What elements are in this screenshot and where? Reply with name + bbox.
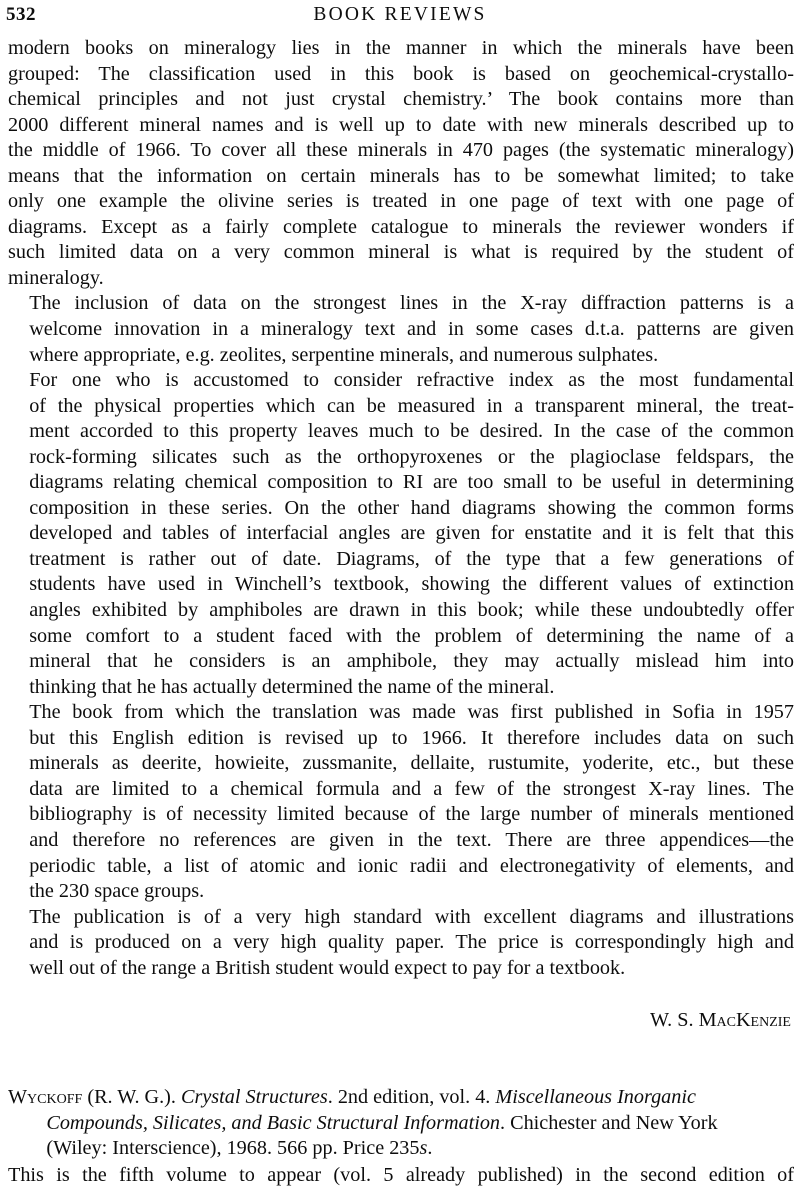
paragraph-3 <box>8 368 794 700</box>
text-line: For one who is accustomed to consider refractive index as the most fundamental <box>29 369 794 392</box>
text-line: The book from which the translation was made was first published in Sofia in 1957 <box>29 701 794 724</box>
reviewer-signature <box>0 1008 791 1034</box>
citation-imprint: (Wiley: Interscience), 1968. 566 pp. Price 235 <box>46 1137 420 1160</box>
paragraph-2 <box>8 291 794 368</box>
text-line: treatment is rather out of date. Diagrams, of the type that a few generations of <box>29 547 794 570</box>
page-folio: 532 <box>6 4 36 25</box>
text-line: modern books on mineralogy lies in the manner in which the minerals have been <box>8 37 794 59</box>
text-line: periodic table, a list of atomic and ionic radii and electronegativity of elements, and <box>29 854 794 877</box>
text-line: thinking that he has actually determined the name of the mineral. <box>29 675 555 698</box>
citation-publisher-city: . Chichester and New York <box>500 1111 718 1134</box>
running-head-title: BOOK REVIEWS <box>313 4 487 25</box>
text-line: but this English edition is revised up to 1966. It therefore includes data on such <box>29 726 794 749</box>
text-line: diagrams relating chemical composition to RI are too small to be useful in determining <box>29 471 794 494</box>
text-line: developed and tables of interfacial angles are given for enstatite and it is felt that this <box>29 522 794 545</box>
paragraph-1 <box>8 36 794 291</box>
citation-price-unit: s <box>419 1137 428 1160</box>
text-line: of the physical properties which can be measured in a transparent mineral, the treat- <box>29 394 794 417</box>
paragraph-5 <box>8 905 794 982</box>
text-line: the 230 space groups. <box>29 880 205 903</box>
text-line: such limited data on a very common mineral is what is required by the student of <box>8 241 794 264</box>
review-text-block <box>8 36 794 981</box>
text-line: where appropriate, e.g. zeolites, serpentine minerals, and numerous sulphates. <box>29 343 659 366</box>
text-line: the middle of 1966. To cover all these minerals in 470 pages (the systematic mineralogy) <box>8 139 794 162</box>
text-line: means that the information on certain minerals has to be somewhat limited; to take <box>8 164 794 187</box>
text-line: The publication is of a very high standard with excellent diagrams and illustrations <box>29 905 794 928</box>
citation-edition: . 2nd edition, vol. 4. <box>327 1086 496 1108</box>
next-review-citation <box>8 1085 794 1162</box>
text-line: only one example the olivine series is treated in one page of text with one page of <box>8 190 794 213</box>
citation-author-surname: Wyckoff <box>8 1086 83 1108</box>
text-line: composition in these series. On the other hand diagrams showing the common forms <box>29 496 794 519</box>
text-line: grouped: The classification used in this book is based on geochemical-crystallo- <box>8 62 794 85</box>
citation-author-initials: (R. W. G.). <box>82 1086 181 1108</box>
paragraph-4 <box>8 700 794 904</box>
running-head <box>0 4 800 30</box>
text-line: minerals as deerite, howieite, zussmanite, dellaite, rustumite, yoderite, etc., but these <box>29 752 794 775</box>
text-line: and therefore no references are given in the text. There are three appendices—the <box>29 828 794 851</box>
text-line: well out of the range a British student would expect to pay for a textbook. <box>29 956 626 979</box>
citation-line-1 <box>8 1085 794 1111</box>
citation-title: Crystal Structures <box>181 1086 328 1108</box>
citation-terminator: . <box>427 1137 433 1160</box>
text-line: 2000 different mineral names and is well up to date with new minerals described up to <box>8 113 794 136</box>
next-review-body <box>8 1163 794 1189</box>
text-line: data are limited to a chemical formula and a few of the strongest X-ray lines. The <box>29 777 794 800</box>
text-line: diagrams. Except as a fairly complete catalogue to minerals the reviewer wonders if <box>8 215 794 238</box>
text-line: mineral that he considers is an amphibole, they may actually mislead him into <box>29 650 794 673</box>
text-line: The inclusion of data on the strongest lines in the X-ray diffraction patterns is a <box>29 292 794 315</box>
text-line: mineralogy. <box>8 266 104 289</box>
citation-subtitle-part2: Compounds, Silicates, and Basic Structural Information <box>46 1111 501 1134</box>
citation-line-2 <box>8 1111 794 1137</box>
text-line: some comfort to a student faced with the problem of determining the name of a <box>29 624 794 647</box>
text-line: This is the fifth volume to appear (vol. 5 already published) in the second edition of <box>8 1164 794 1186</box>
citation-line-3 <box>8 1136 794 1162</box>
text-line: bibliography is of necessity limited because of the large number of minerals mentioned <box>29 803 794 826</box>
reviewer-name: W. S. MacKenzie <box>649 1009 791 1031</box>
text-line: welcome innovation in a mineralogy text and in some cases d.t.a. patterns are given <box>29 318 794 341</box>
text-line: and is produced on a very high quality paper. The price is correspondingly high and <box>29 931 794 954</box>
text-line: students have used in Winchell’s textbook, showing the different values of extinction <box>29 573 794 596</box>
text-line: angles exhibited by amphiboles are drawn in this book; while these undoubtedly offer <box>29 599 794 622</box>
citation-subtitle-part1: Miscellaneous Inorganic <box>495 1086 696 1108</box>
text-line: ment accorded to this property leaves much to be desired. In the case of the common <box>29 420 794 443</box>
text-line: chemical principles and not just crystal chemistry.’ The book contains more than <box>8 88 794 111</box>
text-line: rock-forming silicates such as the orthopyroxenes or the plagioclase feldspars, the <box>29 445 794 468</box>
